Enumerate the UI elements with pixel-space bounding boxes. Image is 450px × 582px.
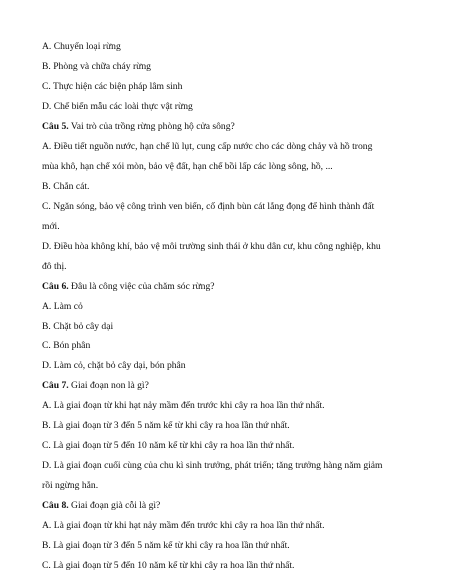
- q7-text: Giai đoạn non là gì?: [68, 380, 149, 392]
- q8-option-c: C. Là giai đoạn từ 5 đến 10 năm kể từ khi cây ra hoa lần thứ nhất.: [42, 560, 295, 571]
- q7-option-c: C. Là giai đoạn từ 5 đến 10 năm kể từ khi cây ra hoa lần thứ nhất.: [42, 440, 295, 452]
- q6-option-a: A. Làm cỏ: [42, 300, 83, 312]
- q4-option-b: B. Phòng và chữa cháy rừng: [42, 61, 151, 72]
- q5-option-d-line2: đô thị.: [42, 260, 67, 272]
- q8-label: Câu 8.: [42, 500, 69, 512]
- q5-heading: [42, 121, 414, 133]
- q5-option-b: B. Chắn cát.: [42, 180, 90, 192]
- q6-text: Đâu là công việc của chăm sóc rừng?: [68, 280, 215, 292]
- q8-option-b: B. Là giai đoạn từ 3 đến 5 năm kể từ khi cây ra hoa lần thứ nhất.: [42, 540, 290, 551]
- q6-option-c: C. Bón phân: [42, 340, 91, 352]
- q5-option-c-line1: C. Ngăn sóng, bảo vệ công trình ven biển, cố định bùn cát lắng đọng để hình thành đất: [42, 200, 375, 212]
- q7-heading: [42, 380, 414, 392]
- q8-option-a: A. Là giai đoạn từ khi hạt nảy mầm đến trước khi cây ra hoa lần thứ nhất.: [42, 520, 325, 532]
- q5-option-a-line1: A. Điều tiết nguồn nước, hạn chế lũ lụt, cung cấp nước cho các dòng chảy và hồ trong: [42, 140, 373, 152]
- q5-option-a-line2: mùa khô, hạn chế xói mòn, bảo vệ đất, hạn chế bồi lấp các lòng sông, hồ, ...: [42, 160, 333, 172]
- q5-text: Vai trò của trồng rừng phòng hộ cửa sông?: [68, 120, 235, 132]
- q4-option-d: D. Chế biến mẫu các loài thực vật rừng: [42, 100, 193, 112]
- q6-label: Câu 6.: [42, 280, 69, 292]
- q7-label: Câu 7.: [42, 380, 69, 392]
- q5-option-d-line1: D. Điều hòa không khí, bảo vệ môi trường sinh thái ở khu dân cư, khu công nghiệp, khu: [42, 240, 381, 252]
- q7-option-d-line1: D. Là giai đoạn cuối cùng của chu kì sinh trưởng, phát triển; tăng trưởng hàng năm giảm: [42, 460, 383, 472]
- q5-label: Câu 5.: [42, 120, 69, 132]
- q4-option-a: A. Chuyển loại rừng: [42, 41, 121, 52]
- q6-heading: [42, 281, 414, 293]
- q6-option-d: D. Làm cỏ, chặt bỏ cây dại, bón phân: [42, 360, 186, 372]
- q4-option-c: C. Thực hiện các biện pháp lâm sinh: [42, 80, 183, 92]
- q7-option-d-line2: rồi ngừng hẳn.: [42, 480, 99, 492]
- q5-option-c-line2: mới.: [42, 220, 60, 232]
- q7-option-b: B. Là giai đoạn từ 3 đến 5 năm kể từ khi cây ra hoa lần thứ nhất.: [42, 420, 290, 432]
- q8-heading: [42, 500, 414, 512]
- q6-option-b: B. Chặt bỏ cây dại: [42, 320, 114, 332]
- q8-text: Giai đoạn già cỗi là gì?: [68, 500, 161, 512]
- q7-option-a: A. Là giai đoạn từ khi hạt nảy mầm đến trước khi cây ra hoa lần thứ nhất.: [42, 400, 325, 412]
